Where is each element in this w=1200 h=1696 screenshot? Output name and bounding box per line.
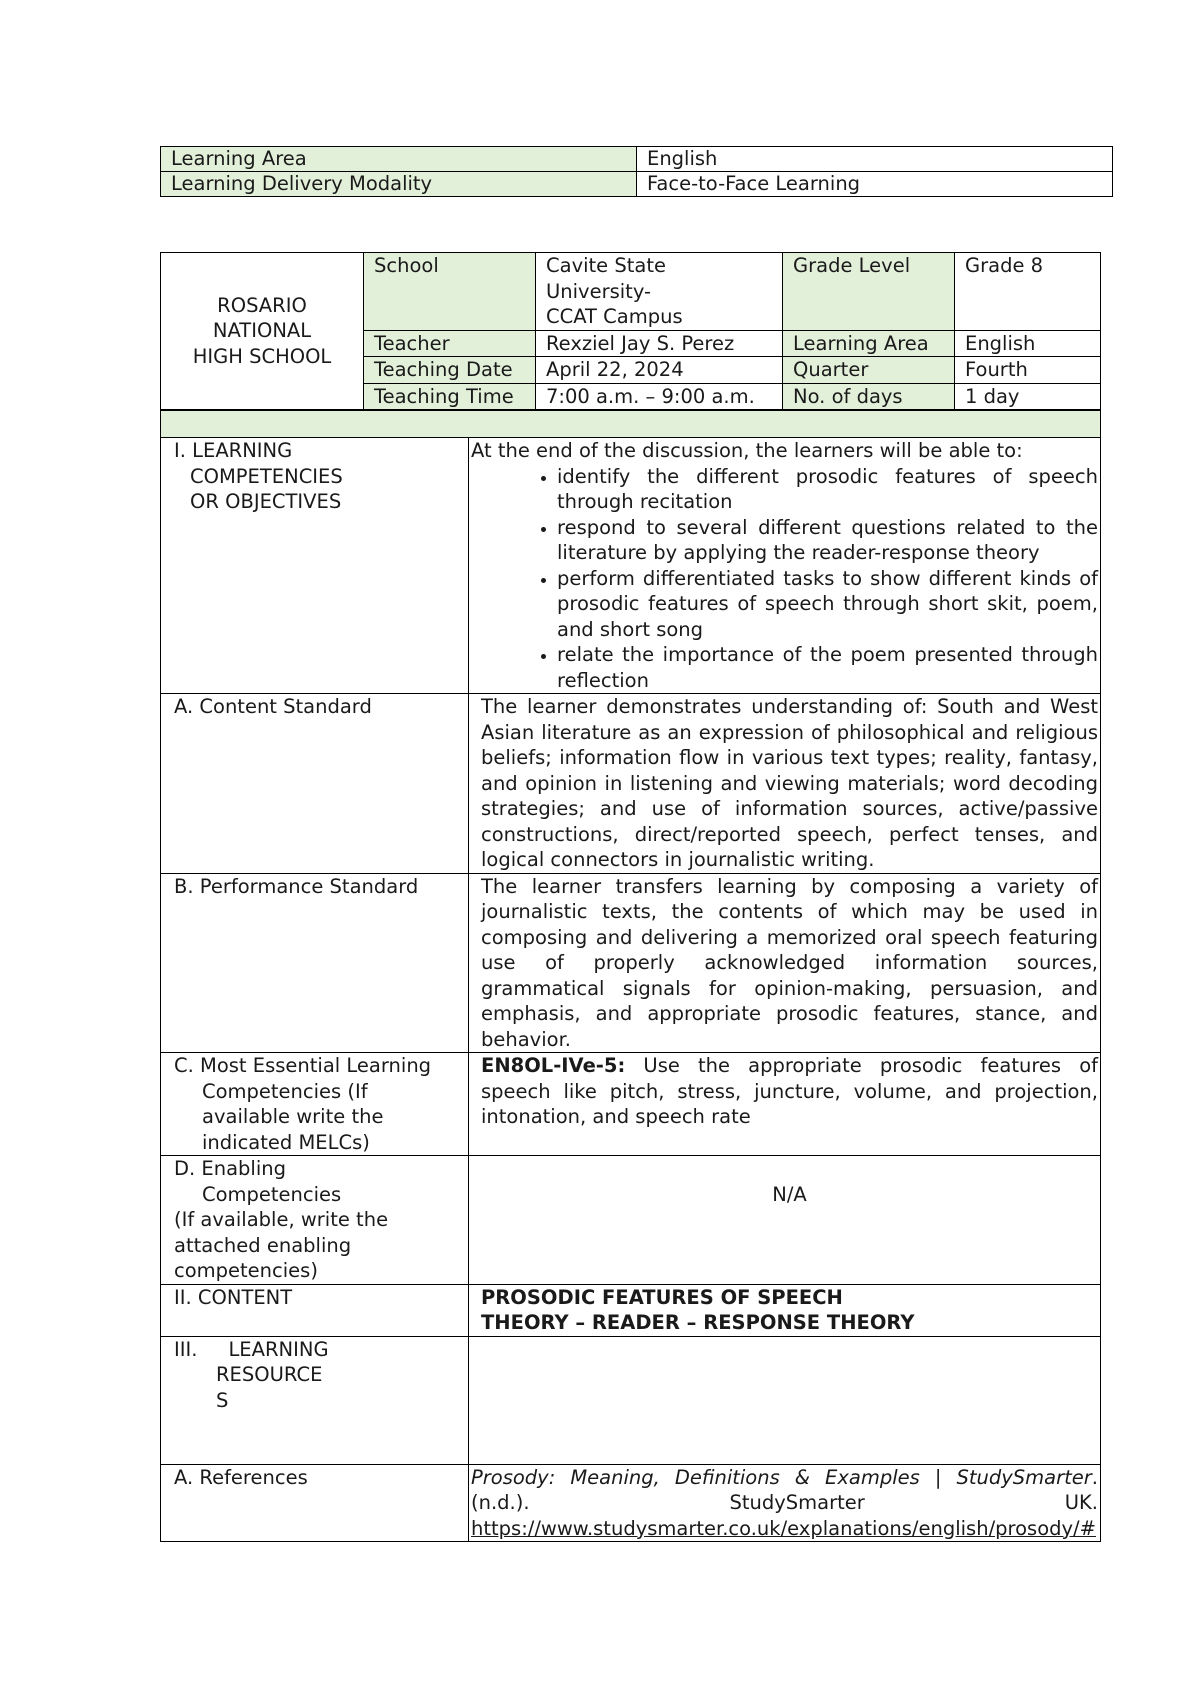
list-item: • respond to several different questions related to the literature by applying the reader-response theory (557, 515, 1098, 566)
reference-source: . (n.d.). StudySmarter UK. (471, 1465, 1098, 1514)
performance-standard-text: The learner transfers learning by composing a variety of journalistic texts, the contents of which may be used in composing and delivering a memorized oral speech featuring use of properly acknowledged information sources, grammatical signals for opinion-making, persuasion, and emphasis, and appropriate prosodic features, stance, and behavior. (469, 873, 1101, 1053)
performance-standard-label: B. Performance Standard (161, 873, 469, 1053)
table-row (161, 172, 1113, 197)
school-name-line: HIGH SCHOOL (192, 344, 332, 368)
learning-area-value: English (637, 147, 1113, 172)
list-item: • relate the importance of the poem presented through reflection (557, 642, 1098, 693)
melc-label (161, 1053, 469, 1156)
melc-content (469, 1053, 1101, 1156)
header-table (160, 146, 1113, 197)
enabling-value: N/A (469, 1156, 1101, 1285)
references-content (469, 1464, 1101, 1542)
school-name (161, 253, 364, 410)
content-line: PROSODIC FEATURES OF SPEECH (481, 1285, 843, 1309)
objectives-intro: At the end of the discussion, the learners will be able to: (471, 439, 1023, 462)
table-header-row (161, 411, 1101, 438)
teaching-date-value: April 22, 2024 (536, 357, 783, 384)
grade-level-value: Grade 8 (955, 253, 1101, 331)
teaching-date-label: Teaching Date (364, 357, 536, 384)
table-row (161, 147, 1113, 172)
list-item: • identify the different prosodic features of speech through recitation (557, 464, 1098, 515)
teacher-value: Rexziel Jay S. Perez (536, 330, 783, 357)
resources-value (469, 1336, 1101, 1464)
school-info-table (160, 252, 1101, 410)
table-row (161, 1336, 1101, 1464)
table-row (161, 1284, 1101, 1336)
objectives-list (471, 464, 1098, 694)
content-line: THEORY – READER – RESPONSE THEORY (481, 1311, 915, 1334)
label-line: (If available, write the attached enabling competencies) (174, 1208, 389, 1282)
objectives-content (469, 438, 1101, 694)
teaching-time-value: 7:00 a.m. – 9:00 a.m. (536, 383, 783, 410)
delivery-modality-value: Face-to-Face Learning (637, 172, 1113, 197)
table-row (161, 438, 1101, 694)
lesson-plan-table (160, 410, 1101, 1542)
delivery-modality-label: Learning Delivery Modality (161, 172, 637, 197)
content-standard-text: The learner demonstrates understanding of: South and West Asian literature as an expression of philosophical and religious beliefs; information flow in various text types; reality, fantasy, and opinion in listening and viewing materials; word decoding strategies; and use of information sources, active/passive constructions, direct/reported speech, perfect tenses, and logical connectors in journalistic writing. (469, 694, 1101, 874)
days-value: 1 day (955, 383, 1101, 410)
school-label: School (364, 253, 536, 331)
references-label: A. References (161, 1464, 469, 1542)
reference-link[interactable]: https://www.studysmarter.co.uk/explanations/english/prosody/# (471, 1516, 1096, 1540)
school-value (536, 253, 783, 331)
content-standard-label: A. Content Standard (161, 694, 469, 874)
learning-area-label: Learning Area (783, 330, 955, 357)
teaching-time-label: Teaching Time (364, 383, 536, 410)
days-label: No. of days (783, 383, 955, 410)
label-line: D. Enabling (174, 1157, 286, 1180)
label-line: COMPETENCIES (190, 464, 343, 488)
quarter-label: Quarter (783, 357, 955, 384)
label-line: I. LEARNING (174, 439, 293, 462)
label-line: Competencies (If available write the indicated MELCs) (202, 1079, 384, 1154)
label-line: C. Most Essential Learning (174, 1054, 432, 1077)
teacher-label: Teacher (364, 330, 536, 357)
objectives-label (161, 438, 469, 694)
resources-label (161, 1336, 469, 1464)
grade-level-label: Grade Level (783, 253, 955, 331)
label-line: Competencies (202, 1182, 342, 1206)
school-value-line: Cavite State University- (546, 254, 666, 303)
school-name-line: ROSARIO (217, 293, 307, 317)
table-row (161, 873, 1101, 1053)
table-row (161, 1053, 1101, 1156)
label-line: III. LEARNING (174, 1337, 329, 1361)
content-value (469, 1284, 1101, 1336)
quarter-value: Fourth (955, 357, 1101, 384)
label-line: OR OBJECTIVES (190, 490, 342, 513)
header-band (161, 411, 1101, 438)
school-name-line: NATIONAL (212, 319, 312, 343)
reference-title: Prosody: Meaning, Definitions & Examples | StudySmarter (471, 1465, 1092, 1489)
enabling-label (161, 1156, 469, 1285)
list-item: • perform differentiated tasks to show different kinds of prosodic features of speech through short skit, poem, and short song (557, 566, 1098, 643)
table-row (161, 694, 1101, 874)
label-line: S (216, 1388, 229, 1412)
label-line: RESOURCE (216, 1363, 323, 1386)
learning-area-label: Learning Area (161, 147, 637, 172)
melc-code: EN8OL-IVe-5: (481, 1054, 626, 1077)
table-row (161, 1464, 1101, 1542)
melc-text: Use the appropriate prosodic features of speech like pitch, stress, juncture, volume, and projection, intonation, and speech rate (481, 1054, 1098, 1128)
table-row (161, 1156, 1101, 1285)
learning-area-value: English (955, 330, 1101, 357)
content-label: II. CONTENT (161, 1284, 469, 1336)
table-row (161, 253, 1101, 331)
school-value-line: CCAT Campus (546, 305, 683, 328)
